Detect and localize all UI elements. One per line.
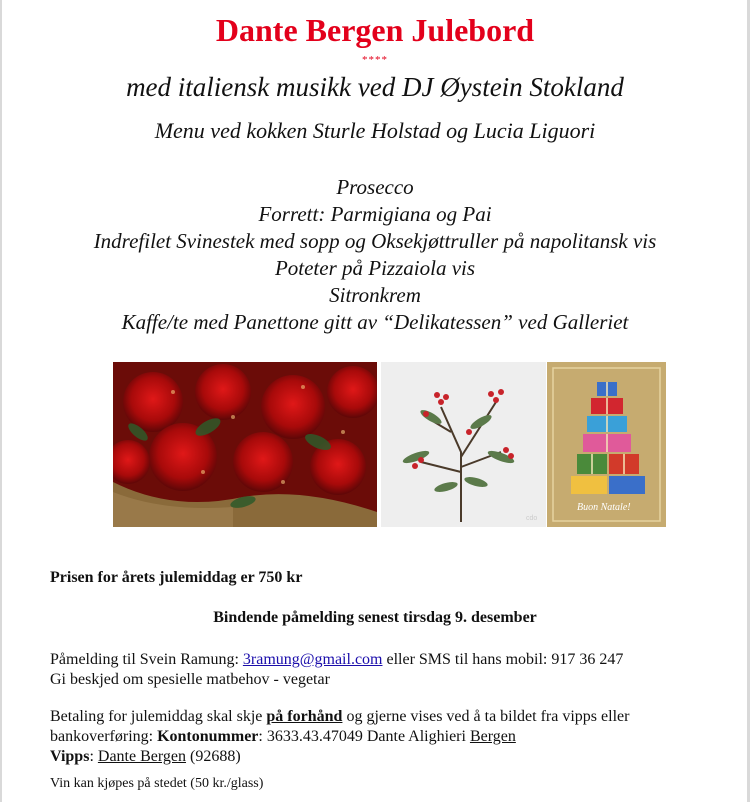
title-stars: **** [362, 54, 388, 66]
gift-tree-illustration [547, 362, 666, 527]
page-title: Dante Bergen Julebord [215, 12, 535, 48]
signup-prefix: Påmelding til Svein Ramung: [50, 651, 243, 668]
payment-line-2 [50, 727, 629, 747]
payment-line-3 [50, 747, 629, 767]
subtitle: med italiensk musikk ved DJ Øystein Stokland [126, 72, 624, 102]
menu-item: Kaffe/te med Panettone gitt av “Delikatessen” ved Galleriet [121, 310, 629, 334]
vipps-name: Dante Bergen [97, 748, 187, 765]
berry-branch-photo [381, 362, 546, 527]
bank-transfer-label: bankoverføring: [50, 728, 158, 745]
signup-line-2: Gi beskjed om spesielle matbehov - vegetar [50, 671, 330, 688]
vipps-label: Vipps [50, 748, 90, 765]
email-link[interactable]: 3ramung@gmail.com [242, 651, 383, 668]
berry-branch-illustration [381, 362, 546, 527]
account-label: Kontonummer [157, 728, 259, 745]
account-value: : 3633.43.47049 Dante Alighieri [258, 728, 470, 745]
signup-line-1 [50, 650, 623, 670]
account-city: Bergen [469, 728, 516, 745]
buon-natale-card-photo [547, 362, 666, 527]
payment-line-1 [50, 707, 629, 727]
payment-emphasis: på forhånd [266, 708, 343, 725]
deadline-line: Bindende påmelding senest tirsdag 9. desember [213, 609, 537, 626]
vipps-colon: : [89, 748, 98, 765]
menu-list [0, 174, 750, 336]
payment-text-cont: og gjerne vises ved å ta bildet fra vipps eller [342, 708, 630, 725]
chefs-line: Menu ved kokken Sturle Holstad og Lucia Liguori [154, 118, 596, 143]
price-line: Prisen for årets julemiddag er 750 kr [50, 569, 303, 586]
wine-note: Vin kan kjøpes på stedet (50 kr./glass) [50, 776, 264, 791]
photo-watermark: cdo [526, 515, 538, 522]
payment-paragraph [50, 707, 629, 767]
christmas-roses-photo [113, 362, 377, 527]
payment-text: Betaling for julemiddag skal skje [50, 708, 267, 725]
menu-item: Poteter på Pizzaiola vis [274, 256, 476, 280]
card-caption: Buon Natale! [577, 502, 631, 513]
vipps-number: (92688) [186, 748, 241, 765]
roses-illustration [113, 362, 377, 527]
menu-item: Indrefilet Svinestek med sopp og Oksekjøttruller på napolitansk vis [93, 229, 657, 253]
menu-item: Prosecco [336, 175, 414, 199]
menu-item: Forrett: Parmigiana og Pai [258, 202, 492, 226]
menu-item: Sitronkrem [329, 283, 421, 307]
signup-paragraph [50, 650, 623, 690]
signup-suffix: eller SMS til hans mobil: 917 36 247 [382, 651, 624, 668]
